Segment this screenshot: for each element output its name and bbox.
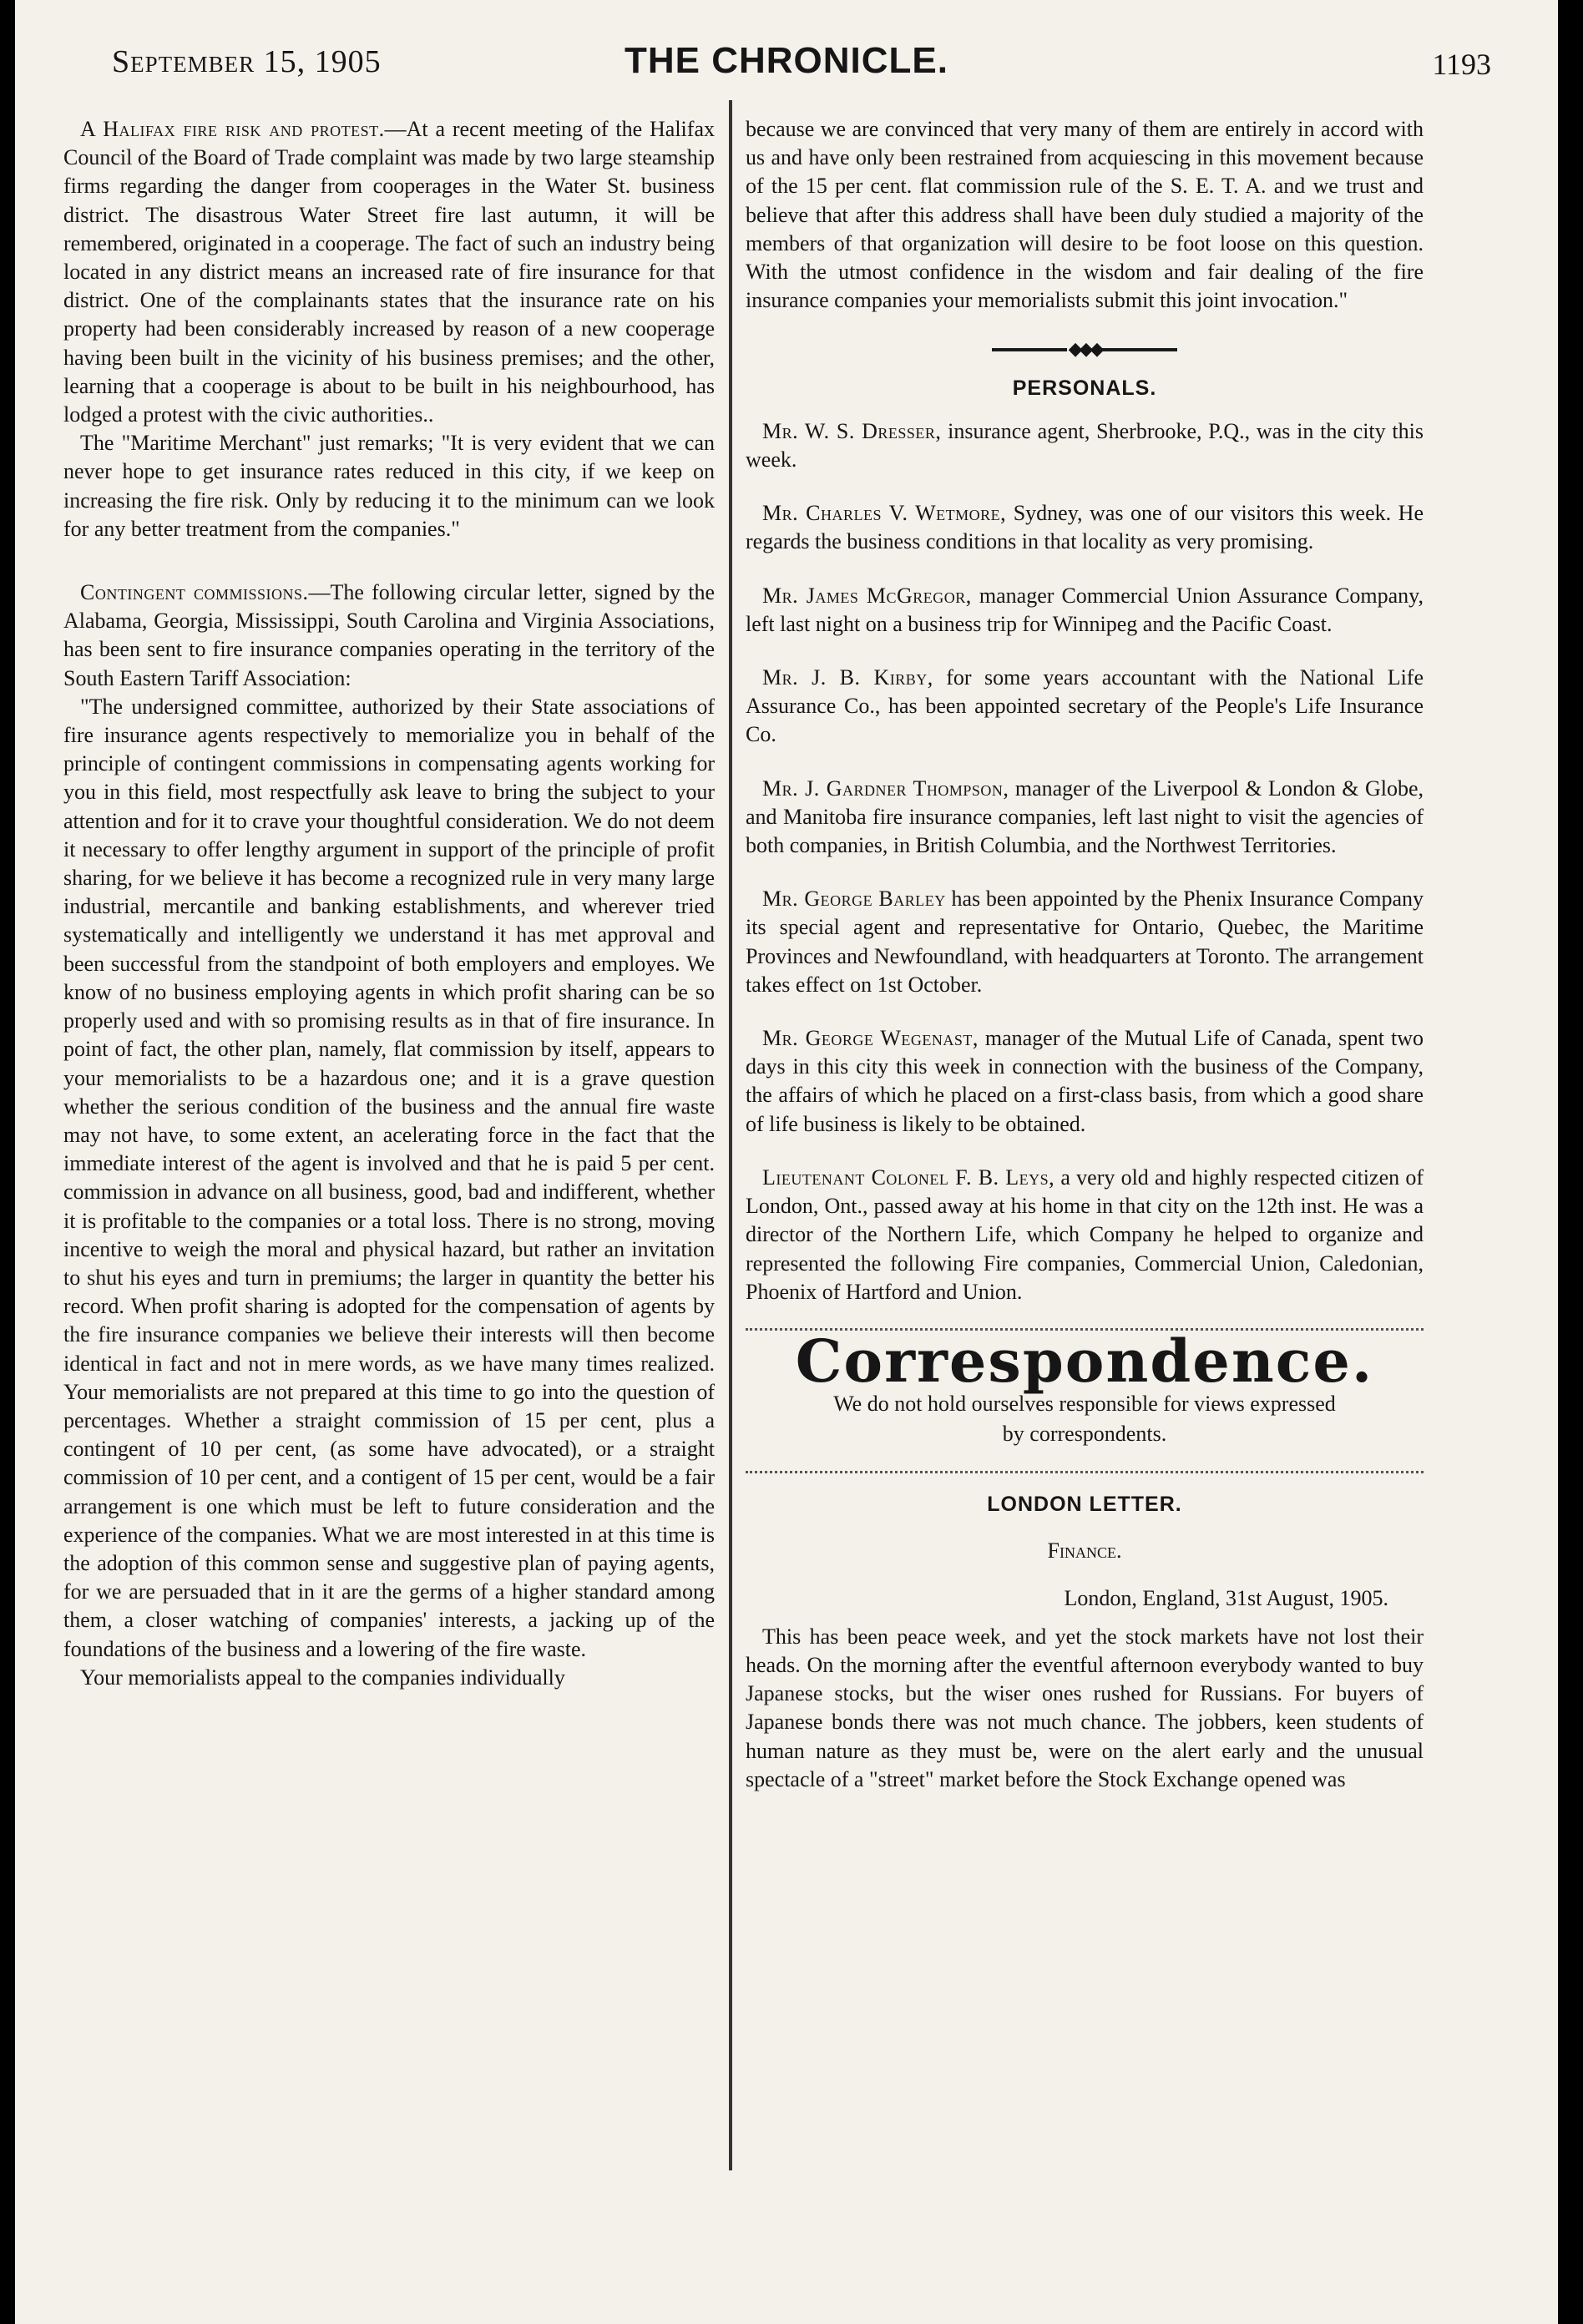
london-letter-body: This has been peace week, and yet the stock markets have not lost their heads. On the morning after the eventful afternoon everybody wanted to buy Japanese stocks, but the wiser ones rushed for Russians. For buyers of Japanese bonds there was not much chance. The jobbers, keen students of human nature as they must be, were on the alert early and the unusual spectacle of a "street" market before the Stock Exchange opened was — [746, 1624, 1424, 1791]
personal-item: Mr. George Wegenast, manager of the Mutual Life of Canada, spent two days in this city this week in connection with the business of the Company, the affairs of which he placed on a first-class basis, from which a good share of life business is likely to be obtained. — [746, 1026, 1424, 1136]
personals-list — [746, 417, 1424, 1306]
maritime-merchant-quote: The "Maritime Merchant" just remarks; "It is very evident that we can never hope to get insurance rates reduced in this city, if we keep on increasing the fire risk. Only by reducing it to the minimum can we look for any better treatment from the companies." — [63, 431, 715, 541]
circular-letter-continuation: because we are convinced that very many of them are entirely in accord with us and have only been restrained from acquiescing in this movement because of the 15 per cent. flat commission rule of the S. E. T. A. and we trust and believe that after this address shall have been duly studied a majority of the members of that organization will desire to be foot loose on this question. With the utmost confidence in the wisdom and fair dealing of the fire insurance companies your memorialists submit this joint invocation." — [746, 117, 1424, 313]
article-halifax-body: —At a recent meeting of the Halifax Council of the Board of Trade complaint was made by two large steamship firms regarding the danger from cooperages in the Water St. business district. The disastrous Water Street fire last autumn, it will be remembered, originated in a cooperage. The fact of such an industry being located in any district means an increased rate of fire insurance for that district. One of the complainants states that the insurance rate on his property had been considerably increased by reason of a new cooperage having been built in the vicinity of his business premises; and the other, learning that a cooperage is about to be built in his neighbourhood, has lodged a protest with the civic authorities.. — [63, 117, 715, 427]
article-halifax — [63, 115, 715, 429]
right-column — [746, 115, 1424, 1794]
article-contingent-body: —The following circular letter, signed by the Alabama, Georgia, Mississippi, South Carolina and Virginia Associations, has been sent to fire insurance companies operating in the territory of the South Eastern Tariff Association: — [63, 580, 715, 690]
section-ornament: ◆◆◆ — [746, 335, 1424, 363]
article-halifax-lead: A Halifax fire risk and protest. — [80, 117, 385, 141]
column-divider — [729, 100, 732, 2170]
correspondence-note-line: We do not hold ourselves responsible for views expressed — [833, 1392, 1336, 1417]
personal-item: Mr. James McGregor, manager Commercial Union Assurance Company, left last night on a business trip for Winnipeg and the Pacific Coast. — [746, 583, 1424, 636]
section-divider — [746, 1471, 1424, 1473]
correspondence-note — [746, 1389, 1424, 1449]
personal-item: Mr. W. S. Dresser, insurance agent, Sherbrooke, P.Q., was in the city this week. — [746, 418, 1424, 472]
page-header — [15, 33, 1558, 92]
article-contingent — [63, 578, 715, 693]
correspondence-title: Correspondence. — [795, 1326, 1374, 1396]
page-number: 1193 — [1432, 48, 1491, 81]
london-letter-heading: LONDON LETTER. — [987, 1493, 1182, 1517]
issue-date: September 15, 1905 — [112, 44, 382, 79]
circular-letter-text: "The undersigned committee, authorized by their State associations of fire insurance agents respectively to memorialize you in behalf of the principle of contingent commissions in compensating agents working for you in this field, most respectfully ask leave to bring the subject to your attention and for it to crave your thoughtful consideration. We do not deem it necessary to offer lengthy argument in support of the principle of profit sharing, for we believe it has become a recognized rule in very many large industrial, mercantile and banking establishments, and wherever tried systematically and intelligently we understand it has met approval and been successful from the standpoint of both employers and employes. We know of no business employing agents in which profit sharing can be so properly used and with so promising results as in that of fire insurance. In point of fact, the other plan, namely, flat commission by itself, appears to your memorialists to be a hazardous one; and it is a grave question whether the serious condition of the business and the annual fire waste may not have, to some extent, an acelerating force in the fact that the immediate interest of the agent is involved and that he is paid 5 per cent. commission in advance on all business, good, bad and indifferent, whether it is profitable to the companies or a total loss. There is no strong, moving incentive to weigh the moral and physical hazard, but rather an invitation to shut his eyes and turn in premiums; the larger in quantity the better his record. When profit sharing is adopted for the compensation of agents by the fire insurance companies we believe their interests will then become identical in fact and not in mere words, as we have many times realized. Your memorialists are not prepared at this time to go into the question of percentages. Whether a straight commission of 15 per cent, plus a contingent of 10 per cent, (as some have advocated), or a straight commission of 10 per cent, and a contigent of 15 per cent, would be a fair arrangement is one which must be left to future consideration and the experience of the companies. What we are most interested in at this time is the adoption of this common sense and suggestive plan of paying agents, for we are persuaded that in it are the germs of a higher standard among them, a closer watching of companies' interests, a jacking up of the foundations of the business and a lowering of the fire waste. — [63, 694, 715, 1661]
publication-title: THE CHRONICLE. — [625, 40, 948, 81]
article-contingent-lead: Contingent commissions. — [80, 580, 309, 605]
personals-heading: PERSONALS. — [1012, 376, 1157, 400]
personal-item: Mr. J. B. Kirby, for some years accountant with the National Life Assurance Co., has been appointed secretary of the People's Life Insurance Co. — [746, 665, 1424, 747]
finance-subheading: Finance. — [1047, 1538, 1122, 1564]
newspaper-page — [15, 0, 1558, 2324]
personal-item: Mr. J. Gardner Thompson, manager of the Liverpool & London & Globe, and Manitoba fire insurance companies, left last night to visit the agencies of both companies, in British Columbia, and the Northwest Territories. — [746, 776, 1424, 858]
left-column — [63, 115, 715, 1692]
circular-letter-appeal: Your memorialists appeal to the companies individually — [80, 1665, 565, 1690]
dateline: London, England, 31st August, 1905. — [1064, 1585, 1388, 1610]
personal-item: Lieutenant Colonel F. B. Leys, a very old and highly respected citizen of London, Ont., passed away at his home in that city on the 12th inst. He was a director of the Northern Life, which Company he helped to organize and represented the following Fire companies, Commercial Union, Caledonian, Phoenix of Hartford and Union. — [746, 1165, 1424, 1304]
scan-border — [1558, 0, 1583, 2324]
personal-item: Mr. Charles V. Wetmore, Sydney, was one of our visitors this week. He regards the business conditions in that locality as very promising. — [746, 501, 1424, 554]
personal-item: Mr. George Barley has been appointed by the Phenix Insurance Company its special agent and representative for Ontario, Quebec, the Maritime Provinces and Newfoundland, with headquarters at Toronto. The arrangement takes effect on 1st October. — [746, 887, 1424, 997]
correspondence-note-line: by correspondents. — [1002, 1422, 1167, 1447]
